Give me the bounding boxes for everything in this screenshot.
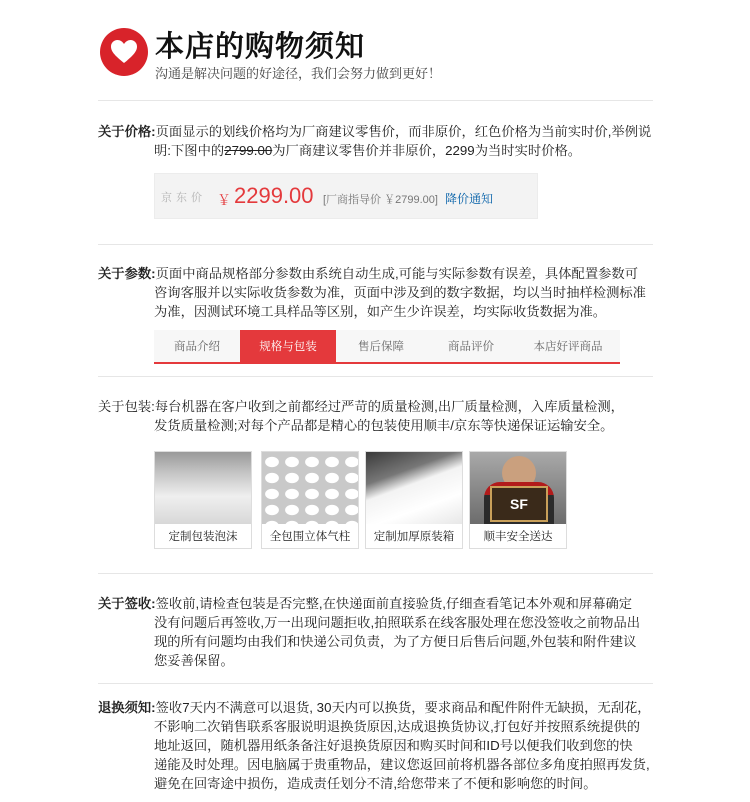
photo-caption: 顺丰安全送达 xyxy=(470,524,566,548)
courier-image xyxy=(470,452,566,526)
photo-caption: 定制包装泡沫 xyxy=(155,524,251,548)
section-label: 关于签收: xyxy=(98,596,156,611)
box-image xyxy=(366,452,462,526)
divider xyxy=(98,573,653,574)
section-text: 每台机器在客户收到之前都经过严苛的质量检测,出厂质量检测，入库质量检测， xyxy=(154,399,624,414)
tab-store-top-rated[interactable]: 本店好评商品 xyxy=(533,341,603,353)
section-label: 关于包装: xyxy=(98,399,155,414)
section-label: 关于价格: xyxy=(98,124,156,139)
section-text: 页面中商品规格部分参数由系统自动生成,可能与实际参数有误差，具体配置参数可 xyxy=(155,266,639,281)
section-price xyxy=(98,122,664,160)
sf-logo: SF xyxy=(490,486,548,522)
heart-logo xyxy=(100,28,148,76)
price-example-box xyxy=(154,173,538,219)
photo-box xyxy=(365,451,463,549)
section-text: 签收前,请检查包装是否完整,在快递面前直接验货,仔细查看笔记本外观和屏幕确定 xyxy=(155,596,633,611)
currency-symbol: ￥ xyxy=(217,192,231,208)
section-text: 发货质量检测;对每个产品都是精心的包装使用顺丰/京东等快递保证运输安全。 xyxy=(154,418,614,433)
photo-courier xyxy=(469,451,567,549)
section-signing xyxy=(98,594,664,670)
photo-caption: 全包围立体气柱 xyxy=(262,524,358,548)
section-text: 页面显示的划线价格均为厂商建议零售价，而非原价，红色价格为当前实时价,举例说 xyxy=(155,124,652,139)
foam-image xyxy=(155,452,251,526)
photo-foam xyxy=(154,451,252,549)
section-label: 关于参数: xyxy=(98,266,156,281)
section-text: 为厂商建议零售价并非原价，2299为当时实时价格。 xyxy=(272,143,582,158)
air-column-image xyxy=(262,452,358,526)
tab-product-intro[interactable]: 商品介绍 xyxy=(174,341,220,353)
divider xyxy=(98,683,653,684)
tab-reviews[interactable]: 商品评价 xyxy=(448,341,494,353)
reference-price: [厂商指导价 ￥2799.00] xyxy=(323,194,438,206)
section-params xyxy=(98,264,664,321)
product-tabs xyxy=(154,330,620,364)
strike-price: 2799.00 xyxy=(224,143,273,158)
current-price: 2299.00 xyxy=(234,183,314,208)
section-text: 地址返回，随机器用纸条备注好退换货原因和购买时间和ID号以便我们收到您的快 xyxy=(154,738,633,753)
section-text: 咨询客服并以实际收货参数为准，页面中涉及到的数字数据，均以当时抽样检测标准 xyxy=(154,285,646,300)
divider xyxy=(98,100,653,101)
divider xyxy=(98,244,653,245)
section-packaging xyxy=(98,397,664,435)
page-subtitle: 沟通是解决问题的好途径，我们会努力做到更好！ xyxy=(155,66,442,81)
tab-specs-packaging[interactable]: 规格与包装 xyxy=(240,330,336,362)
section-text: 避免在回寄途中损伤，造成责任划分不清,给您带来了不便和影响您的时间。 xyxy=(154,776,597,791)
photo-air-column xyxy=(261,451,359,549)
section-text: 明:下图中的 xyxy=(154,143,225,158)
jd-price-label: 京东价 xyxy=(161,192,206,204)
section-label: 退换须知: xyxy=(98,700,156,715)
photo-caption: 定制加厚原装箱 xyxy=(366,524,462,548)
price-drop-notify-link[interactable]: 降价通知 xyxy=(445,192,494,206)
section-text: 签收7天内不满意可以退货, 30天内可以换货，要求商品和配件附件无缺损，无刮花， xyxy=(155,700,651,715)
section-returns xyxy=(98,698,664,793)
section-text: 现的所有问题均由我们和快递公司负责，为了方便日后售后问题,外包装和附件建议 xyxy=(154,634,637,649)
section-text: 不影响二次销售联系客服说明退换货原因,达成退换货协议,打包好并按照系统提供的 xyxy=(154,719,641,734)
section-text: 您妥善保留。 xyxy=(154,653,234,668)
section-text: 为准，因测试环境工具样品等区别，如产生少许误差，均实际收货数据为准。 xyxy=(154,304,607,319)
section-text: 没有问题后再签收,万一出现问题拒收,拍照联系在线客服处理在您没签收之前物品出 xyxy=(154,615,641,630)
section-text: 递能及时处理。因电脑属于贵重物品，建议您返回前将机器各部位多角度拍照再发货, xyxy=(154,757,650,772)
divider xyxy=(98,376,653,377)
tab-after-sales[interactable]: 售后保障 xyxy=(358,341,404,353)
page-title: 本店的购物须知 xyxy=(155,31,366,63)
heart-icon xyxy=(110,39,138,65)
